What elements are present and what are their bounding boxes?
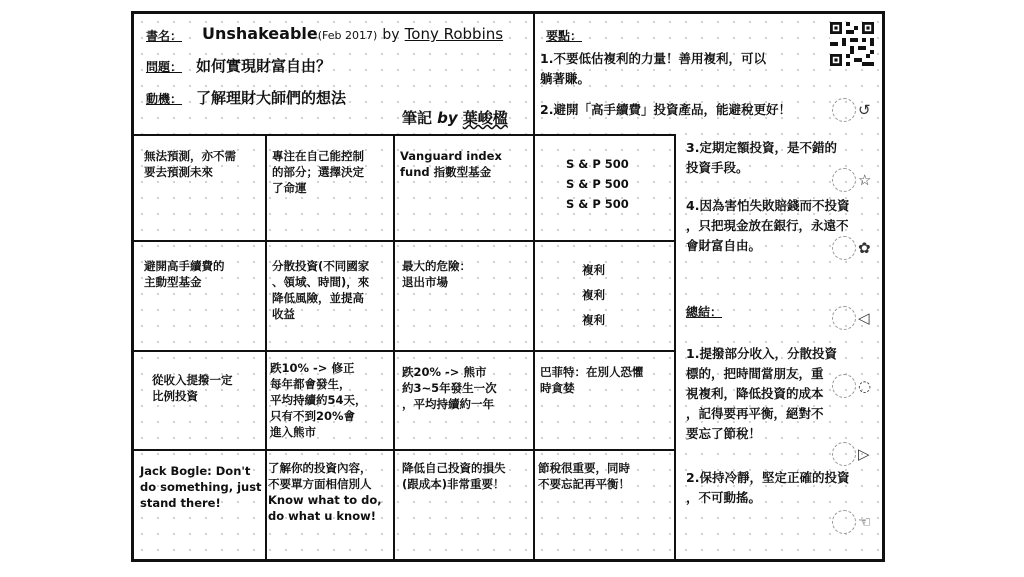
circle-marker [832,236,856,260]
grid-cell: 了解你的投資內容， 不要單方面相信別人 Know what to do, do what u know! [268,461,382,523]
clover-icon[interactable]: ✿ [858,239,871,257]
book-label: 書名： [146,29,183,43]
summary-label: 總結： [686,305,723,319]
play-icon[interactable]: ▷ [858,445,870,463]
grid-line-3 [134,350,674,352]
note-by-word: by [437,109,458,127]
note-by-prefix: 筆記 [402,109,433,127]
grid-cell: 專注在自己能控制 的部分；選擇決定 了命運 [272,149,364,195]
grid-cell: 複利 複利 複利 [582,263,605,327]
star-icon[interactable]: ☆ [858,171,872,189]
book-title-line [202,24,503,43]
summary-1: 1.提撥部分收入，分散投資 標的，把時間當朋友，重 視複利，降低投資的成本 ，記得要再平衡，絕對不 要忘了節稅！ [686,346,837,441]
point-3: 3.定期定額投資，是不錯的 投資手段。 [686,140,837,175]
grid-cell: Jack Bogle: Don't do something, just stand there! [140,464,262,510]
point-2: 2.避開「高手續費」投資產品，能避稅更好！ [540,102,791,117]
header-divider [533,14,535,136]
motive-label: 動機： [146,92,183,106]
grid-col-4 [674,134,676,560]
note-sheet [131,11,885,562]
book-date: (Feb 2017) [317,29,378,42]
grid-line-2 [134,240,674,242]
grid-col-2 [393,134,395,560]
note-author: 葉峻楹 [462,109,508,127]
grid-cell: 從收入提撥一定 比例投資 [152,373,233,403]
question-text: 如何實現財富自由？ [196,57,332,75]
circle-marker [832,306,856,330]
grid-col-3 [533,134,535,560]
grid-col-1 [265,134,267,560]
note-by-line [402,107,508,128]
grid-cell: S & P 500 S & P 500 S & P 500 [566,157,629,211]
grid-cell: 跌10% -> 修正 每年都會發生， 平均持續約54天， 只有不到20%會 進入熊市 [270,361,367,439]
grid-cell: 跌20% -> 熊市 約3~5年發生一次 ，平均持續約一年 [402,365,497,411]
circle-marker [832,510,856,534]
circle-marker [832,374,856,398]
point-1: 1.不要低估複利的力量！善用複利，可以 躺著賺。 [540,51,766,86]
summary-2: 2.保持冷靜，堅定正確的投資 ，不可動搖。 [686,470,850,505]
circle-marker [832,168,856,192]
circle-marker [832,442,856,466]
undo-icon[interactable]: ↺ [858,101,871,119]
lasso-icon[interactable]: ◌ [858,377,872,395]
qr-code [830,22,874,66]
book-author: Tony Robbins [404,25,504,43]
by-word: by [382,27,400,43]
grid-cell: 節稅很重要，同時 不要忘記再平衡！ [538,461,630,491]
grid-cell: 巴菲特：在別人恐懼 時貪婪 [540,365,644,395]
motive-text: 了解理財大師們的想法 [196,89,347,107]
grid-cell: 分散投資(不同國家 、領域、時間)，來 降低風險，並提高 收益 [272,259,370,321]
grid-line-4 [134,449,674,451]
point-4: 4.因為害怕失敗賠錢而不投資 ，只把現金放在銀行，永遠不 會財富自由。 [686,198,850,253]
circle-marker [832,98,856,122]
grid-cell: 避開高手續費的 主動型基金 [144,259,225,289]
points-label: 要點： [546,29,583,43]
grid-cell: Vanguard index fund 指數型基金 [400,149,502,179]
megaphone-icon[interactable]: ◁ [858,309,870,327]
book-title: Unshakeable [202,24,318,43]
grid-cell: 最大的危險： 退出市場 [402,259,471,289]
grid-line-top [134,134,674,136]
question-label: 問題： [146,60,183,74]
hand-icon[interactable]: ☜ [858,513,872,531]
grid-cell: 無法預測，亦不需 要去預測未來 [144,149,236,179]
grid-cell: 降低自己投資的損失 (跟成本)非常重要！ [402,461,506,491]
